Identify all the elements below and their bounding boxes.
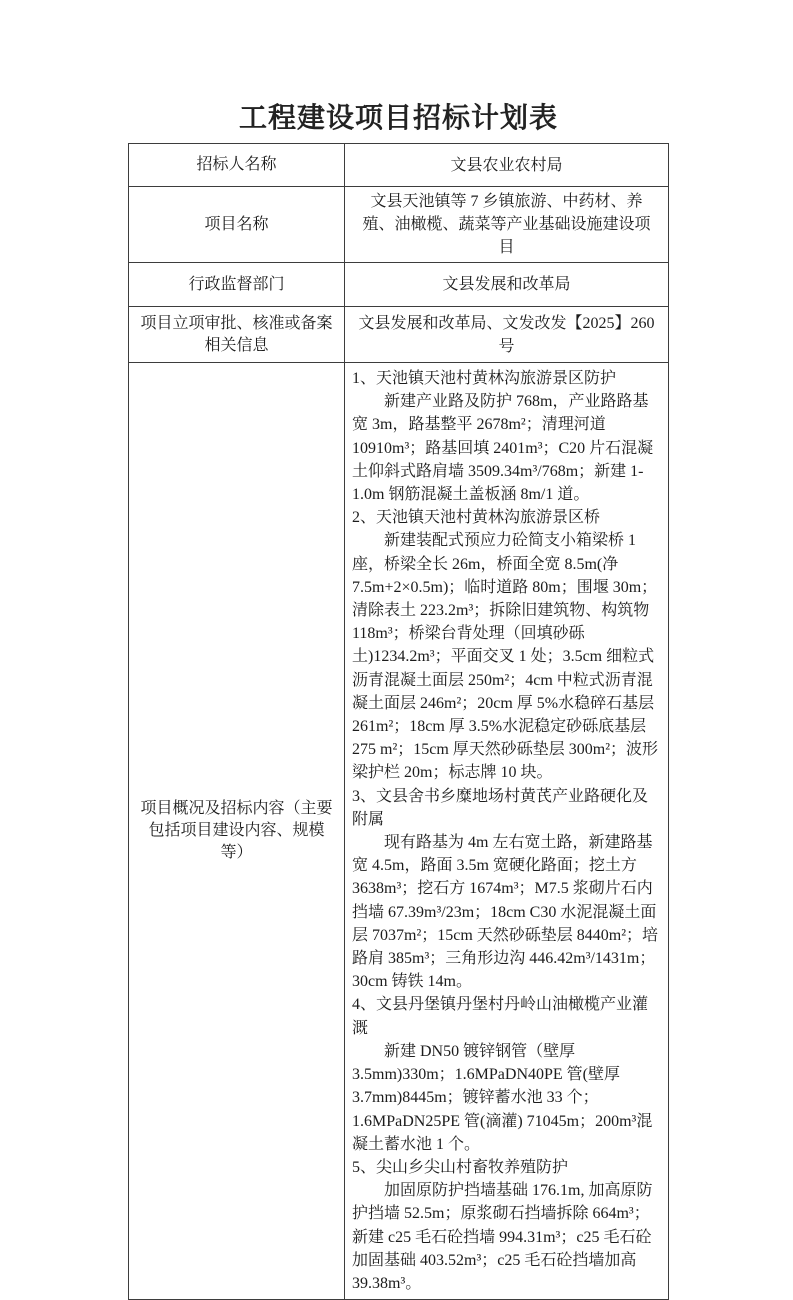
bidding-plan-table bbox=[128, 143, 669, 1300]
table-row-bidder-name bbox=[129, 144, 669, 187]
overview-item-2 bbox=[352, 506, 662, 784]
project-overview-content bbox=[345, 363, 669, 1300]
document-title: 工程建设项目招标计划表 bbox=[238, 103, 558, 134]
table-row-admin-supervision bbox=[129, 263, 669, 307]
overview-item-5-heading: 5、尖山乡尖山村畜牧养殖防护 bbox=[352, 1158, 569, 1176]
row-label-approval-info: 项目立项审批、核准或备案相关信息 bbox=[129, 307, 345, 363]
overview-item-3-heading: 3、文县舍书乡糜地场村黄芪产业路硬化及附属 bbox=[352, 787, 649, 828]
overview-item-3-body: 现有路基为 4m 左右宽土路，新建路基宽 4.5m，路面 3.5m 宽硬化路面；挖土方 3638m³；挖石方 1674m³；M7.5 浆砌片石内挡墙 67.39m³/23m；18cm C30 水泥混凝土面层 7037m²；15cm 天然砂砾垫层 8440m²；培路肩 385m³；三角形边沟 446.42m³/1431m；30cm 铸铁 14m。 bbox=[352, 834, 659, 991]
overview-item-5-body: 加固原防护挡墙基础 176.1m, 加高原防护挡墙 52.5m；原浆砌石挡墙拆除 664m³；新建 c25 毛石砼挡墙 994.31m³；c25 毛石砼加固基础 403.52m³；c25 毛石砼挡墙加高 39.38m³。 bbox=[352, 1182, 653, 1292]
overview-item-1-body: 新建产业路及防护 768m，产业路路基宽 3m，路基整平 2678m²；清理河道 10910m³；路基回填 2401m³；C20 片石混凝土仰斜式路肩墙 3509.34m³/768m；新建 1-1.0m 钢筋混凝土盖板涵 8m/1 道。 bbox=[352, 393, 654, 504]
row-value-approval-info: 文县发展和改革局、文发改发【2025】260 号 bbox=[345, 307, 669, 363]
overview-item-1-heading: 1、天池镇天池村黄林沟旅游景区防护 bbox=[352, 370, 617, 387]
row-label-bidder-name: 招标人名称 bbox=[129, 144, 345, 187]
row-value-project-name: 文县天池镇等 7 乡镇旅游、中药材、养殖、油橄榄、蔬菜等产业基础设施建设项目 bbox=[345, 187, 669, 263]
row-label-admin-supervision: 行政监督部门 bbox=[129, 263, 345, 307]
table-row-project-name bbox=[129, 187, 669, 263]
overview-item-4-body: 新建 DN50 镀锌钢管（壁厚 3.5mm)330m；1.6MPaDN40PE 管(壁厚 3.7mm)8445m；镀锌蓄水池 33 个；1.6MPaDN25PE 管(滴灌) 71045m；200m³混凝土蓄水池 1 个。 bbox=[352, 1042, 653, 1153]
row-value-bidder-name: 文县农业农村局 bbox=[345, 144, 669, 187]
overview-item-3 bbox=[352, 785, 662, 994]
table-row-approval-info bbox=[129, 307, 669, 363]
overview-item-1 bbox=[352, 367, 662, 506]
overview-item-2-body: 新建装配式预应力砼简支小箱梁桥 1 座，桥梁全长 26m，桥面全宽 8.5m(净 7.5m+2×0.5m)；临时道路 80m；围堰 30m；清除表土 223.2m³；拆除旧建筑物、构筑物 118m³；桥梁台背处理（回填砂砾土)1234.2m³；平面交叉 1 处；3.5cm 细粒式沥青混凝土面层 250m²；4cm 中粒式沥青混凝土面层 246m²；20cm 厚 5%水稳碎石基层 261m²；18cm 厚 3.5%水泥稳定砂砾底基层 275 m²；15cm 厚天然砂砾垫层 300m²；波形梁护栏 20m；标志牌 10 块。 bbox=[352, 532, 659, 782]
table-row-project-overview bbox=[129, 363, 669, 1300]
row-label-project-overview: 项目概况及招标内容（主要包括项目建设内容、规模等） bbox=[129, 363, 345, 1300]
overview-item-2-heading: 2、天池镇天池村黄林沟旅游景区桥 bbox=[352, 509, 601, 527]
overview-item-4-heading: 4、文县丹堡镇丹堡村丹岭山油橄榄产业灌溉 bbox=[352, 996, 649, 1037]
row-value-admin-supervision: 文县发展和改革局 bbox=[345, 263, 669, 307]
row-label-project-name: 项目名称 bbox=[129, 187, 345, 263]
overview-item-5 bbox=[352, 1156, 662, 1295]
overview-item-4 bbox=[352, 993, 662, 1155]
